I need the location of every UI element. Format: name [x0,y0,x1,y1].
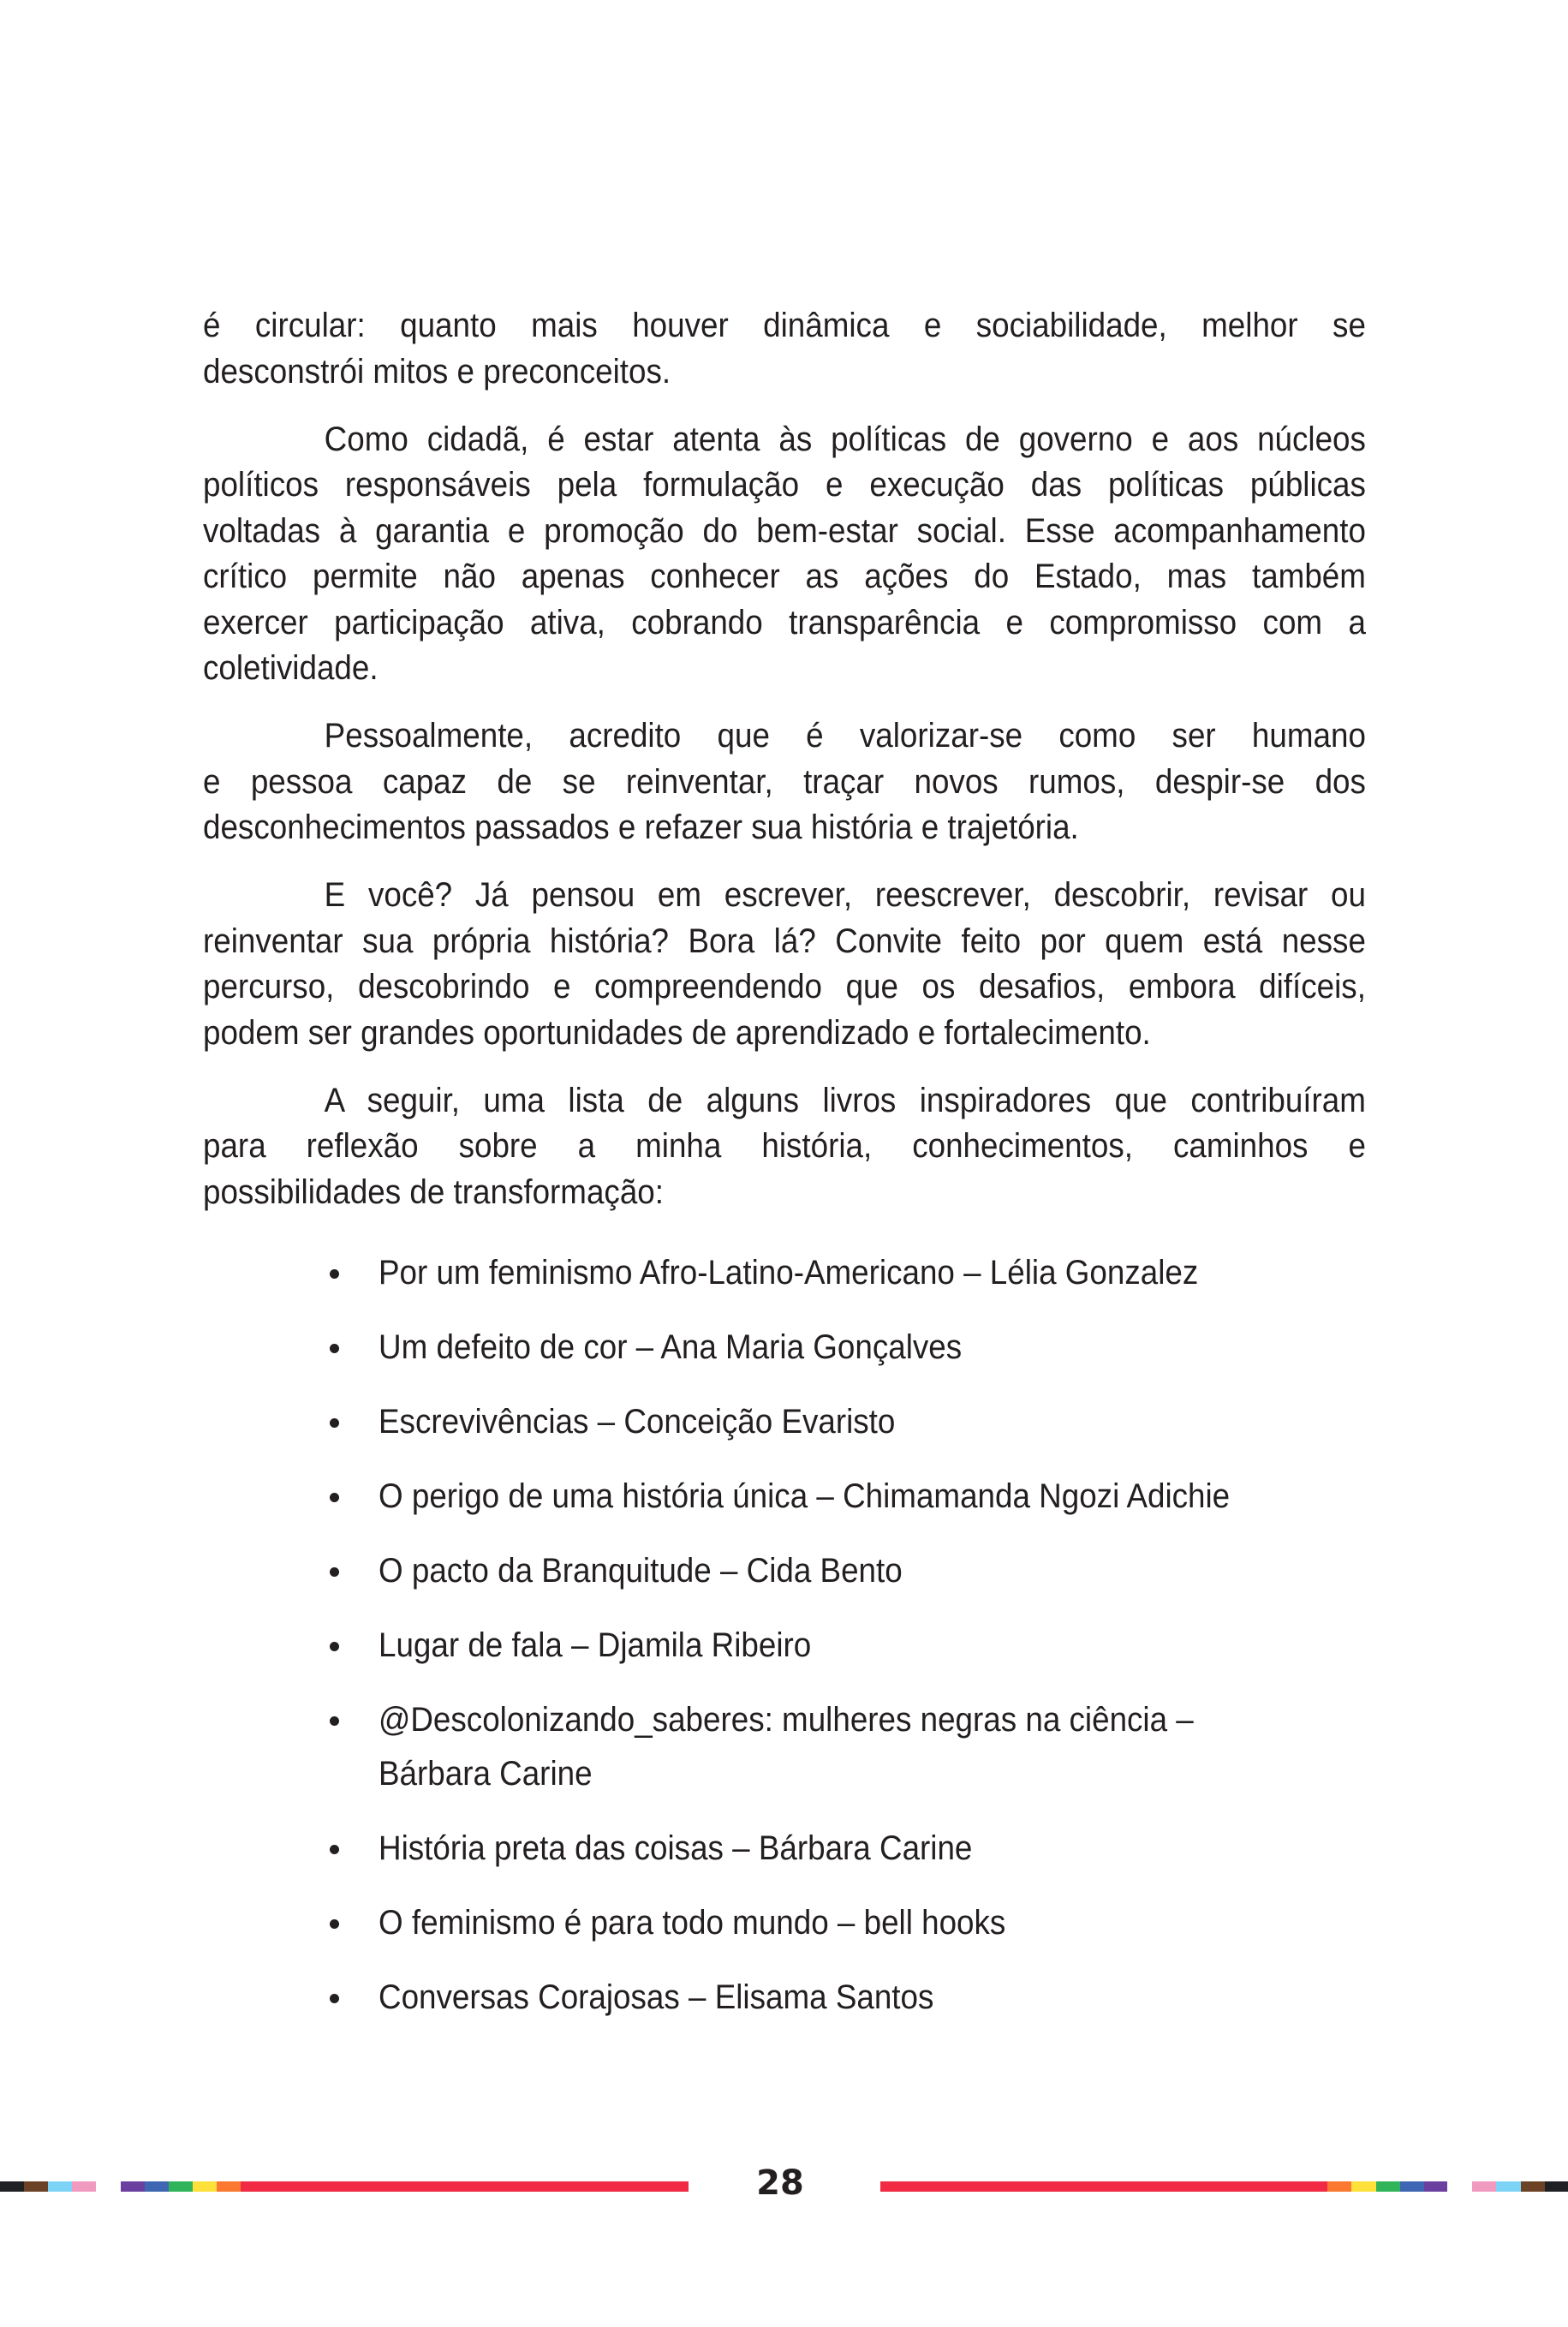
list-item-text [379,1822,1350,1876]
bullet-icon [330,1567,339,1577]
stripe-segment-purple [121,2181,145,2192]
paragraph-line: percurso, descobrindo e compreendendo que os desafios, embora difíceis, [203,968,1366,1005]
list-item [322,1321,1435,1375]
paragraph-line: exercer participação ativa, cobrando transparência e compromisso com a [203,603,1366,641]
paragraph [203,417,1366,692]
bullet-icon [330,1269,339,1279]
stripe-segment-light-blue [1496,2181,1521,2192]
list-item-line: Um defeito de cor – Ana Maria Gonçalves [379,1328,963,1366]
bullet-icon [330,1716,339,1726]
list-item [322,1619,1435,1673]
list-item [322,1896,1435,1950]
list-item-line: O feminismo é para todo mundo – bell hooks [379,1904,1006,1942]
list-item-line: Por um feminismo Afro-Latino-Americano – Lélia Gonzalez [379,1254,1199,1292]
paragraph-line: voltadas à garantia e promoção do bem-estar social. Esse acompanhamento [203,511,1366,550]
stripe-segment-pink [72,2181,96,2192]
body-text [203,303,1366,1215]
paragraph-line: é circular: quanto mais houver dinâmica e sociabilidade, melhor se [203,307,1366,344]
paragraph-line: crítico permite não apenas conhecer as ações do Estado, mas também [203,558,1366,595]
stripe-segment-light-blue [48,2181,72,2192]
list-item [322,1246,1435,1300]
list-item-line: Conversas Corajosas – Elisama Santos [379,1978,934,2016]
book-list [322,1246,1435,2045]
list-item [322,1822,1435,1876]
stripe-segment-purple [1424,2181,1447,2192]
list-item-line: O perigo de uma história única – Chimamanda Ngozi Adichie [379,1477,1231,1515]
stripe-segment-red [241,2181,689,2192]
paragraph-line: Como cidadã, é estar atenta às políticas de governo e aos núcleos [324,420,1366,458]
list-item-text [379,1693,1350,1801]
list-item-text [379,1470,1350,1524]
stripe-segment-blue [145,2181,169,2192]
list-item [322,1971,1435,2025]
stripe-segment-orange [1327,2181,1351,2192]
list-item-text [379,1246,1350,1300]
bullet-icon [330,1919,339,1929]
list-item [322,1470,1435,1524]
list-item-line: @Descolonizando_saberes: mulheres negras na ciência – [379,1701,1194,1739]
stripe-segment-black [1545,2181,1568,2192]
stripe-segment-pink [1472,2181,1496,2192]
paragraph [203,713,1366,851]
list-item-text [379,1544,1350,1598]
bullet-icon [330,1642,339,1651]
paragraph [203,1078,1366,1216]
stripe-segment-red [880,2181,1327,2192]
paragraph-line: políticos responsáveis pela formulação e execução das políticas públicas [203,466,1366,504]
paragraph-line: possibilidades de transformação: [203,1172,664,1211]
stripe-segment-brown [24,2181,48,2192]
paragraph-line: e pessoa capaz de se reinventar, traçar novos rumos, despir-se dos [203,762,1366,801]
list-item-text [379,1619,1350,1673]
stripe-segment-black [0,2181,24,2192]
stripe-segment-yellow [193,2181,217,2192]
stripe-segment-green [169,2181,193,2192]
stripe-segment-orange [217,2181,241,2192]
paragraph-line: A seguir, uma lista de alguns livros inspiradores que contribuíram [324,1081,1366,1119]
list-item [322,1544,1435,1598]
paragraph-line: para reflexão sobre a minha história, conhecimentos, caminhos e [203,1127,1366,1165]
paragraph-line: desconstrói mitos e preconceitos. [203,352,671,391]
stripe-segment-blue [1400,2181,1424,2192]
paragraph-line: Pessoalmente, acredito que é valorizar-se como ser humano [324,717,1366,755]
stripe-segment-yellow [1351,2181,1376,2192]
list-item-text [379,1896,1350,1950]
list-item [322,1693,1435,1801]
bullet-icon [330,1344,339,1353]
paragraph [203,873,1366,1056]
list-item-text [379,1321,1350,1375]
list-item-line: Bárbara Carine [379,1755,593,1793]
bullet-icon [330,1418,339,1428]
page-number: 28 [756,2163,804,2203]
list-item-line: O pacto da Branquitude – Cida Bento [379,1552,903,1590]
bullet-icon [330,1493,339,1502]
paragraph-line: reinventar sua própria história? Bora lá? Convite feito por quem está nesse [203,922,1366,960]
bullet-icon [330,1994,339,2003]
bullet-icon [330,1845,339,1854]
list-item-text [379,1395,1350,1449]
stripe-segment-green [1376,2181,1400,2192]
paragraph-line: podem ser grandes oportunidades de aprendizado e fortalecimento. [203,1013,1151,1052]
list-item [322,1395,1435,1449]
paragraph-line: desconhecimentos passados e refazer sua história e trajetória. [203,808,1079,846]
paragraph-line: coletividade. [203,649,379,687]
list-item-text [379,1971,1350,2025]
list-item-line: História preta das coisas – Bárbara Carine [379,1829,973,1867]
paragraph [203,303,1366,395]
paragraph-line: E você? Já pensou em escrever, reescrever, descobrir, revisar ou [324,876,1366,914]
list-item-line: Lugar de fala – Djamila Ribeiro [379,1626,812,1664]
stripe-segment-brown [1521,2181,1545,2192]
list-item-line: Escrevivências – Conceição Evaristo [379,1403,896,1441]
